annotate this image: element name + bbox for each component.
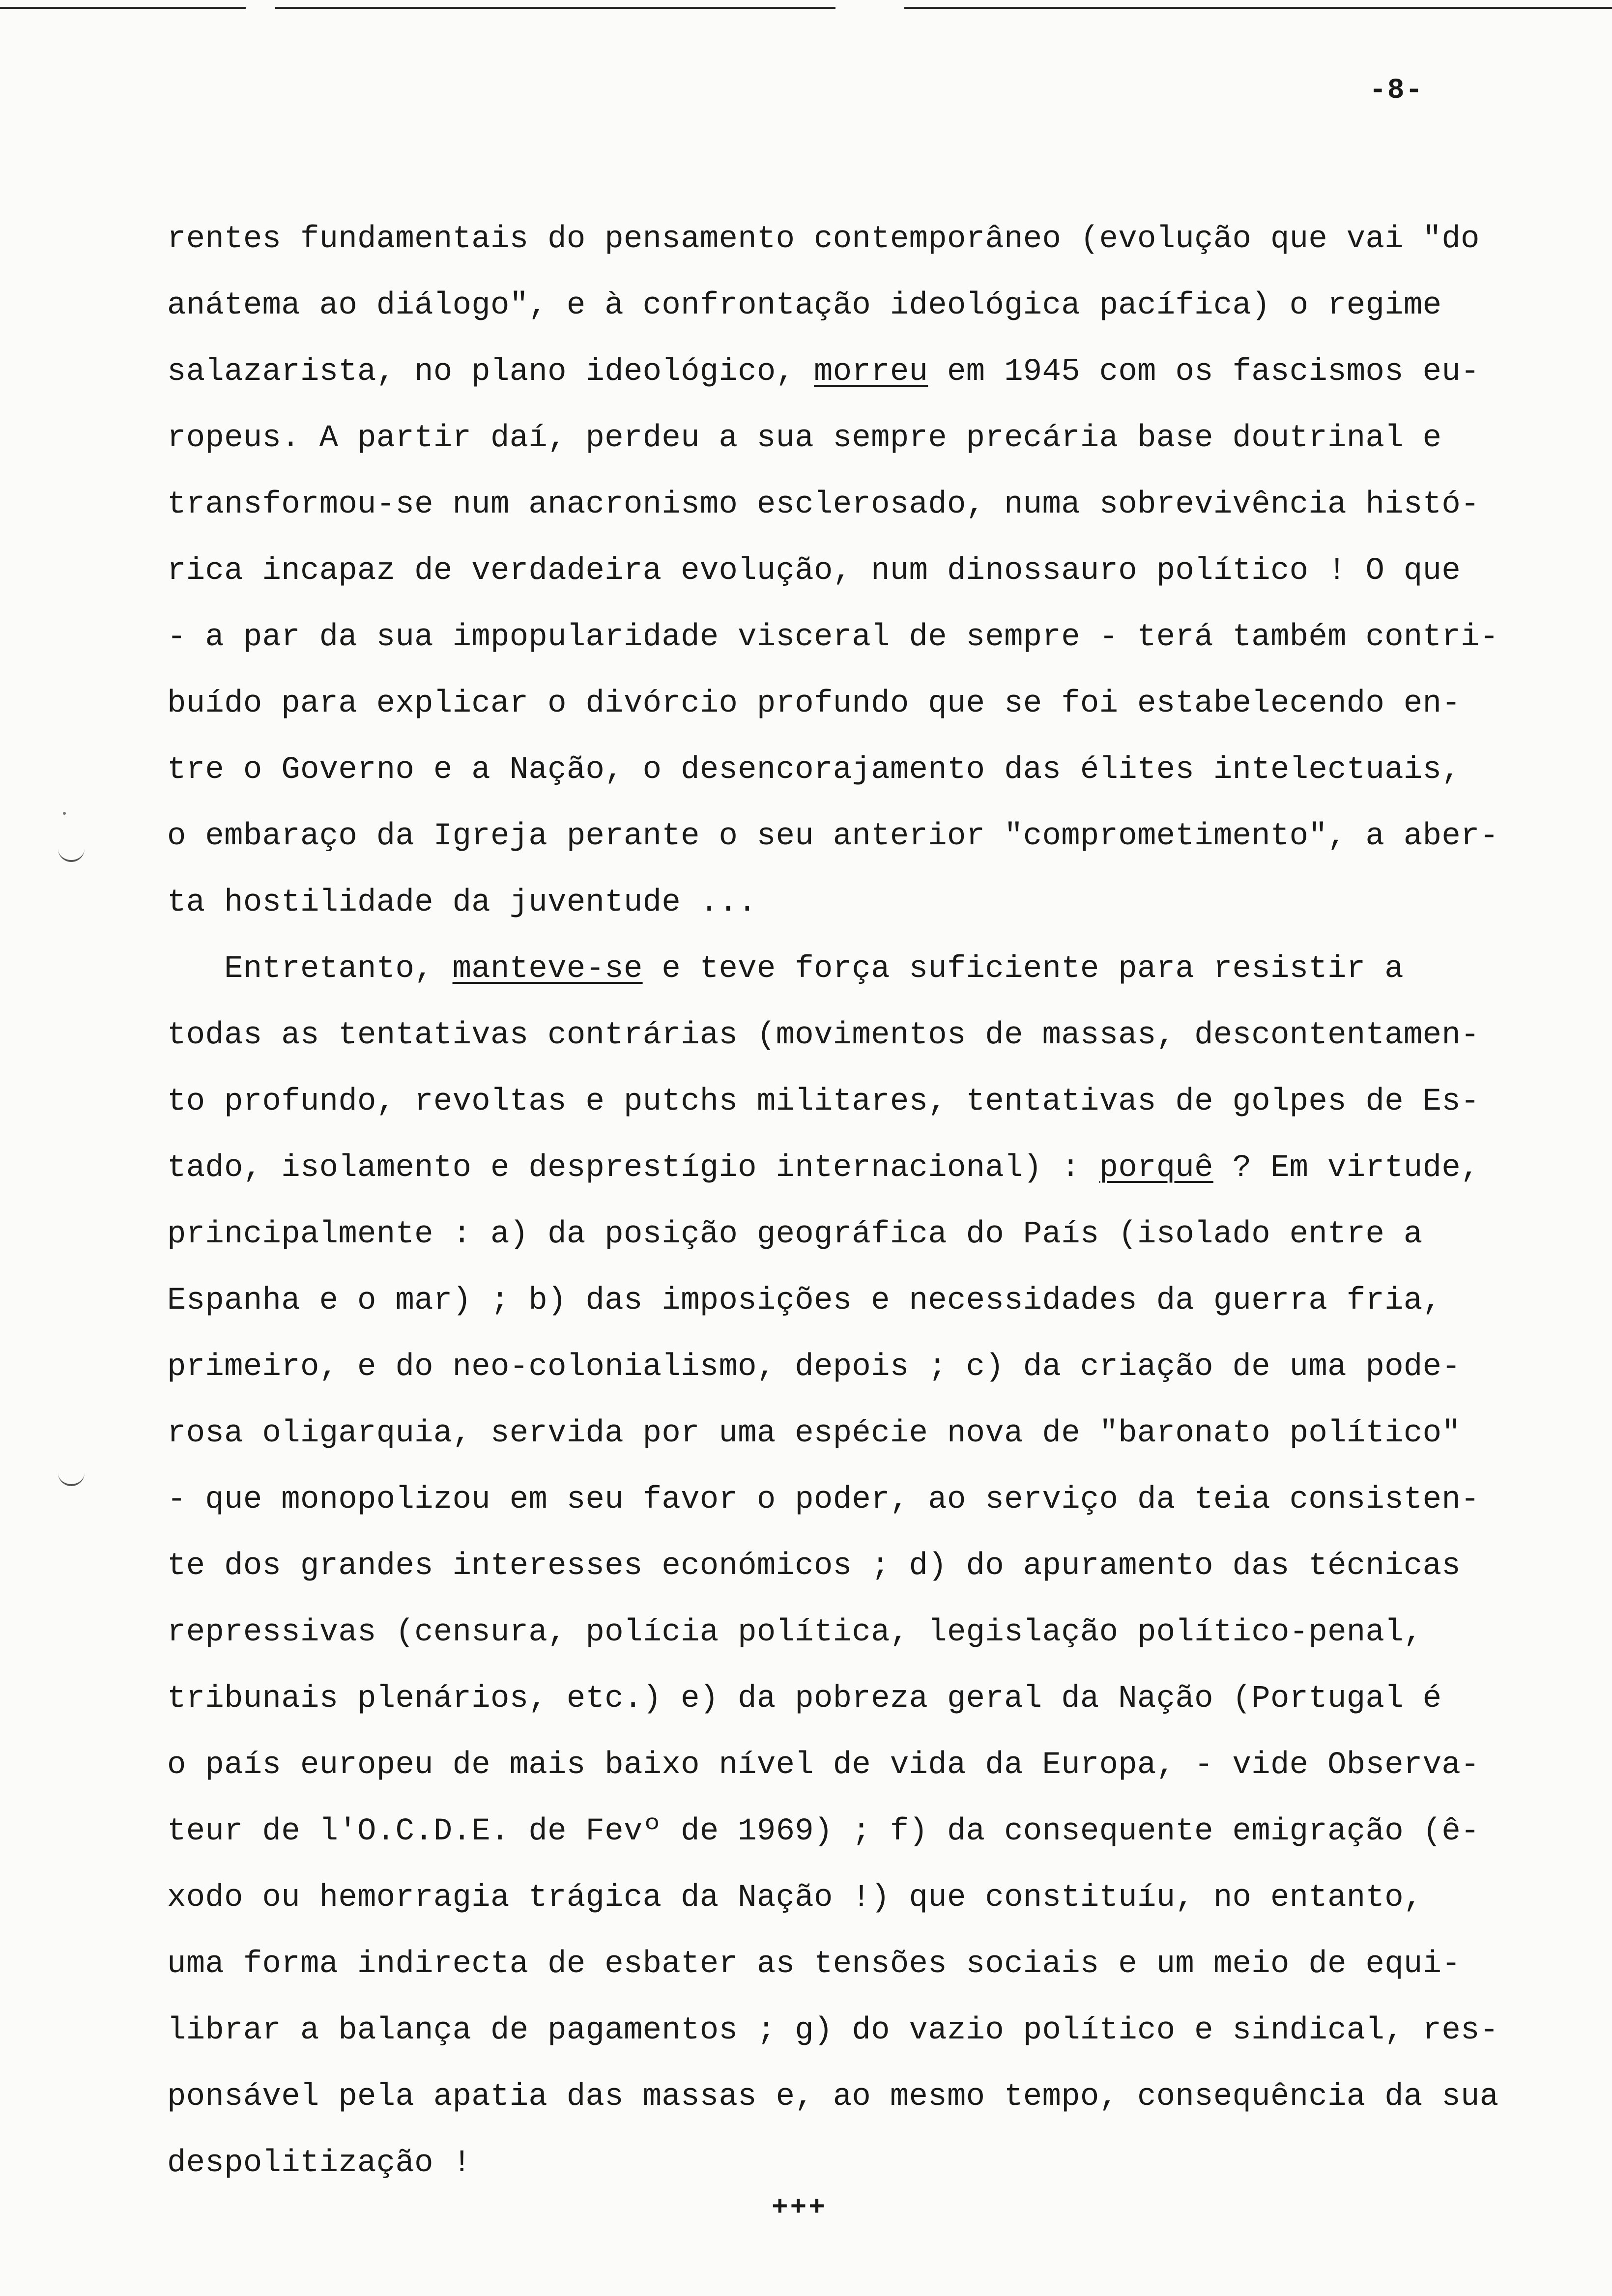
text-segment: tado, isolamento e desprestígio internacional) :: [167, 1150, 1099, 1186]
underlined-text: morreu: [814, 354, 928, 390]
text-line: [167, 936, 1592, 1003]
text-line: [167, 339, 1592, 405]
page-number: -8-: [1369, 75, 1424, 107]
text-line: [167, 472, 1592, 538]
text-segment: rentes fundamentais do pensamento contemporâneo (evolução que vai "do: [167, 222, 1480, 257]
text-line: [167, 1931, 1592, 1998]
text-line: [167, 273, 1592, 339]
text-line: [167, 1467, 1592, 1533]
text-line: [167, 538, 1592, 604]
text-segment: Espanha e o mar) ; b) das imposições e necessidades da guerra fria,: [167, 1283, 1442, 1319]
margin-speck: [63, 812, 66, 815]
text-segment: transformou-se num anacronismo esclerosado, numa sobrevivência histó-: [167, 487, 1480, 522]
text-segment: Entretanto,: [167, 951, 453, 987]
text-line: [167, 671, 1592, 737]
text-line: [167, 1069, 1592, 1135]
text-line: [167, 1135, 1592, 1202]
text-segment: ? Em virtude,: [1213, 1150, 1480, 1186]
text-line: [167, 405, 1592, 472]
body-text: [167, 206, 1592, 2197]
text-segment: - a par da sua impopularidade visceral de sempre - terá também contri-: [167, 620, 1499, 655]
text-segment: xodo ou hemorragia trágica da Nação !) que constituíu, no entanto,: [167, 1880, 1423, 1916]
text-segment: to profundo, revoltas e putchs militares, tentativas de golpes de Es-: [167, 1084, 1480, 1119]
text-segment: o embaraço da Igreja perante o seu anterior "comprometimento", a aber-: [167, 819, 1499, 854]
text-segment: ponsável pela apatia das massas e, ao mesmo tempo, consequência da sua: [167, 2079, 1499, 2115]
text-segment: rica incapaz de verdadeira evolução, num dinossauro político ! O que: [167, 553, 1461, 589]
text-segment: buído para explicar o divórcio profundo que se foi estabelecendo en-: [167, 686, 1461, 721]
text-segment: tribunais plenários, etc.) e) da pobreza geral da Nação (Portugal é: [167, 1681, 1442, 1717]
text-segment: rosa oligarquia, servida por uma espécie nova de "baronato político": [167, 1416, 1461, 1451]
text-line: [167, 1865, 1592, 1931]
text-segment: despolitização !: [167, 2146, 472, 2181]
top-rule-left: [0, 7, 246, 9]
underlined-text: porquê: [1099, 1150, 1213, 1186]
text-line: [167, 206, 1592, 273]
underlined-text: manteve-se: [452, 951, 643, 987]
text-line: [167, 1334, 1592, 1401]
text-segment: primeiro, e do neo-colonialismo, depois ; c) da criação de uma pode-: [167, 1349, 1461, 1385]
text-line: [167, 804, 1592, 870]
text-segment: uma forma indirecta de esbater as tensões sociais e um meio de equi-: [167, 1947, 1461, 1982]
text-segment: o país europeu de mais baixo nível de vida da Europa, - vide Observa-: [167, 1748, 1480, 1783]
text-segment: - que monopolizou em seu favor o poder, ao serviço da teia consisten-: [167, 1482, 1480, 1518]
text-line: [167, 1401, 1592, 1467]
text-segment: repressivas (censura, polícia política, legislação político-penal,: [167, 1615, 1423, 1650]
text-segment: salazarista, no plano ideológico,: [167, 354, 814, 390]
text-segment: todas as tentativas contrárias (movimentos de massas, descontentamen-: [167, 1018, 1480, 1053]
text-segment: principalmente : a) da posição geográfica do País (isolado entre a: [167, 1217, 1423, 1252]
text-line: [167, 1268, 1592, 1334]
text-line: [167, 1666, 1592, 1732]
text-segment: tre o Governo e a Nação, o desencorajamento das élites intelectuais,: [167, 752, 1461, 788]
text-line: [167, 1003, 1592, 1069]
text-line: [167, 1998, 1592, 2064]
text-segment: librar a balança de pagamentos ; g) do vazio político e sindical, res-: [167, 2013, 1499, 2048]
text-line: [167, 604, 1592, 671]
margin-mark: [58, 846, 85, 862]
text-line: [167, 2130, 1592, 2197]
text-segment: ta hostilidade da juventude ...: [167, 885, 757, 920]
text-segment: e teve força suficiente para resistir a: [642, 951, 1404, 987]
text-line: [167, 2064, 1592, 2130]
section-separator: +++: [772, 2192, 827, 2223]
text-line: [167, 1202, 1592, 1268]
margin-mark: [58, 1470, 85, 1486]
text-segment: ropeus. A partir daí, perdeu a sua sempre precária base doutrinal e: [167, 421, 1442, 456]
text-segment: anátema ao diálogo", e à confrontação ideológica pacífica) o regime: [167, 288, 1442, 323]
text-line: [167, 1799, 1592, 1865]
text-line: [167, 1600, 1592, 1666]
text-line: [167, 1533, 1592, 1600]
text-segment: em 1945 com os fascismos eu-: [928, 354, 1480, 390]
top-rule-right: [904, 7, 1612, 9]
text-segment: teur de l'O.C.D.E. de Fevº de 1969) ; f) da consequente emigração (ê-: [167, 1814, 1480, 1849]
text-line: [167, 737, 1592, 804]
top-rule-middle: [275, 7, 835, 9]
text-line: [167, 1732, 1592, 1799]
text-line: [167, 870, 1592, 936]
text-segment: te dos grandes interesses económicos ; d) do apuramento das técnicas: [167, 1549, 1461, 1584]
